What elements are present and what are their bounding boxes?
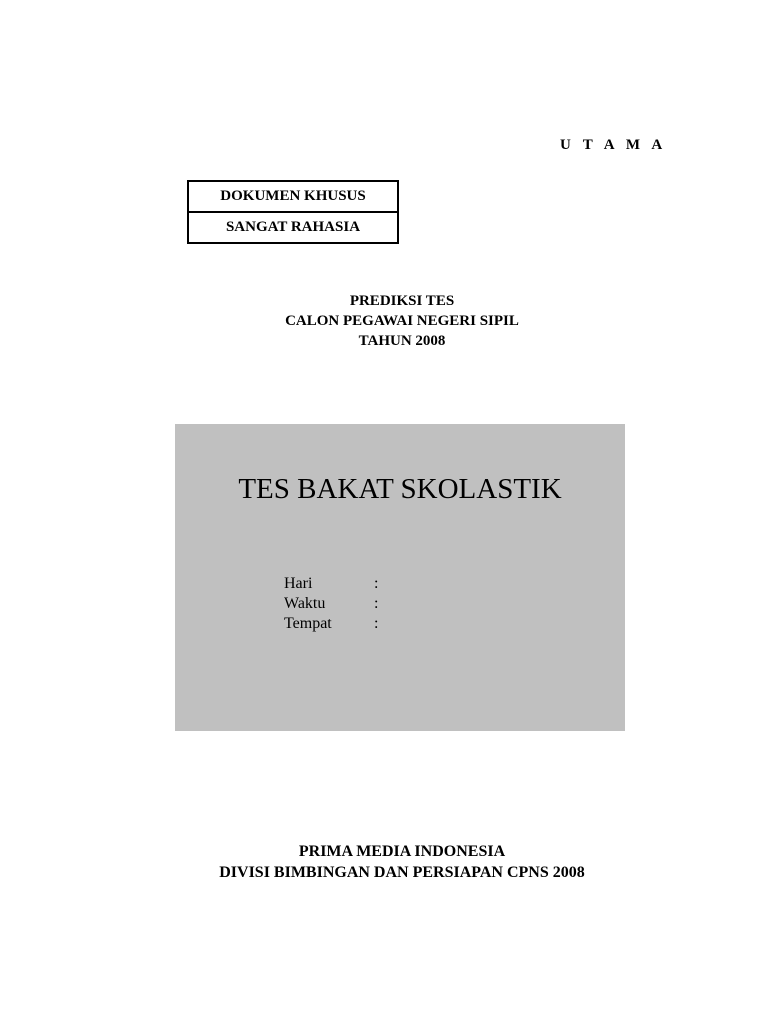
field-separator: :: [374, 595, 379, 612]
field-row-waktu: [284, 594, 394, 614]
heading-line-3: TAHUN 2008: [358, 333, 446, 349]
publisher-name: PRIMA MEDIA INDONESIA: [298, 843, 506, 860]
test-title-panel: [175, 424, 625, 731]
publisher-footer: [0, 841, 768, 883]
field-separator: :: [374, 575, 379, 592]
field-row-hari: [284, 574, 394, 594]
test-info-fields: [284, 574, 394, 634]
document-category-label: U T A M A: [560, 137, 667, 153]
heading-line-2: CALON PEGAWAI NEGERI SIPIL: [285, 313, 519, 329]
document-heading: [0, 291, 768, 351]
field-label-tempat: Tempat: [284, 615, 332, 632]
classification-line-2: SANGAT RAHASIA: [189, 211, 397, 242]
heading-line-1: PREDIKSI TES: [349, 293, 455, 309]
test-title: TES BAKAT SKOLASTIK: [238, 473, 562, 505]
field-row-tempat: [284, 614, 394, 634]
publisher-division: DIVISI BIMBINGAN DAN PERSIAPAN CPNS 2008: [219, 864, 585, 881]
field-separator: :: [374, 615, 379, 632]
field-label-hari: Hari: [284, 575, 313, 592]
field-label-waktu: Waktu: [284, 595, 326, 612]
classification-box: [187, 180, 399, 244]
classification-line-1: DOKUMEN KHUSUS: [220, 188, 366, 204]
